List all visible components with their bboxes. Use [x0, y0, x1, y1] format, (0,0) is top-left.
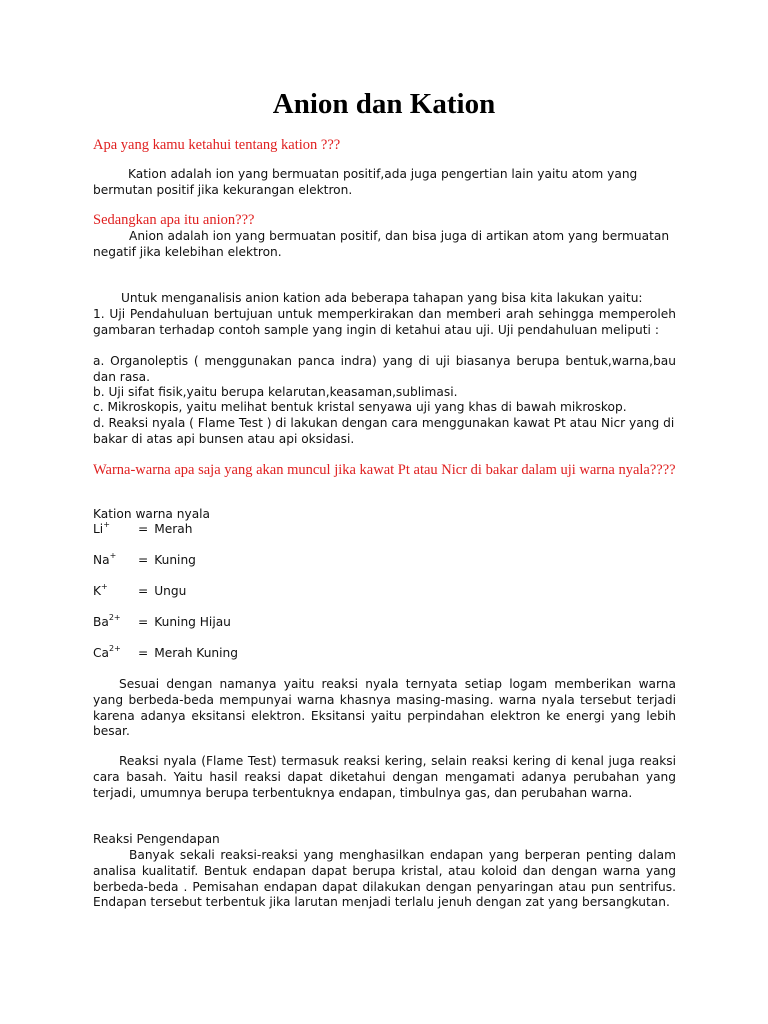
flame-color: = Kuning Hijau [138, 615, 231, 629]
flame-color: = Ungu [138, 584, 187, 598]
paragraph-analysis-intro: Untuk menganalisis anion kation ada beberapa tahapan yang bisa kita lakukan yaitu: [121, 291, 643, 305]
flame-color: = Merah [138, 522, 193, 536]
ion-symbol: $Ca^{2+}$ [93, 644, 121, 660]
ion-symbol: Na+ [93, 551, 117, 567]
paragraph-flame-explanation: Sesuai dengan namanya yaitu reaksi nyala ternyata setiap logam memberikan warna yang berbeda-beda mempunyai warna khasnya masing-masing. warna nyala tersebut terjadi karena adanya eksitansi elektron. Eksitansi yaitu perpindahan elektron ke energi yang lebih besar. [93, 677, 676, 739]
list-item-sifat-fisik: b. Uji sifat fisik,yaitu berupa kelarutan,keasaman,sublimasi. [93, 385, 458, 399]
paragraph-pengendapan: Banyak sekali reaksi-reaksi yang menghasilkan endapan yang berperan penting dalam analisa kualitatif. Bentuk endapan dapat berupa kristal, atau koloid dan dengan warna yang berbeda-beda . Pemisahan endapan dapat dilakukan dengan penyaringan atau pun sentrifus. Endapan tersebut terbentuk jika larutan menjadi terlalu jenuh dengan zat yang bersangkutan. [93, 848, 676, 910]
ion-symbol: $Ba^{2+}$ [93, 613, 121, 629]
table-heading: Kation warna nyala [93, 507, 211, 521]
ion-symbol: K+ [93, 582, 108, 598]
list-item-organoleptis: a. Organoleptis ( menggunakan panca indra) yang di uji biasanya berupa bentuk,warna,bau dan rasa. [93, 354, 676, 384]
question-flame-colors: Warna-warna apa saja yang akan muncul jika kawat Pt atau Nicr di bakar dalam uji warna nyala???? [93, 462, 676, 478]
list-item-mikroskopis: c. Mikroskopis, yaitu melihat bentuk kristal senyawa uji yang khas di bawah mikroskop. [93, 400, 627, 414]
paragraph-reaction-types: Reaksi nyala (Flame Test) termasuk reaksi kering, selain reaksi kering di kenal juga reaksi cara basah. Yaitu hasil reaksi dapat diketahui dengan mengamati adanya perubahan yang terjadi, umumnya berupa terbentuknya endapan, timbulnya gas, dan perubahan warna. [93, 754, 676, 800]
page-title: Anion dan Kation [272, 88, 496, 120]
list-item-step-1: 1. Uji Pendahuluan bertujuan untuk memperkirakan dan memberi arah sehingga memperoleh gambaran terhadap contoh sample yang ingin di ketahui atau uji. Uji pendahuluan meliputi : [93, 307, 676, 337]
question-anion: Sedangkan apa itu anion??? [93, 212, 255, 228]
ion-symbol: Li+ [93, 520, 110, 536]
list-item-reaksi-nyala: d. Reaksi nyala ( Flame Test ) di lakukan dengan cara menggunakan kawat Pt atau Nicr yang di bakar di atas api bunsen atau api oksidasi. [93, 416, 675, 446]
question-kation: Apa yang kamu ketahui tentang kation ??? [93, 137, 341, 153]
section-heading-pengendapan: Reaksi Pengendapan [93, 832, 220, 846]
flame-color: = Kuning [138, 553, 196, 567]
paragraph-anion-definition: Anion adalah ion yang bermuatan positif, dan bisa juga di artikan atom yang bermuatan negatif jika kelebihan elektron. [93, 229, 670, 259]
paragraph-kation-definition: Kation adalah ion yang bermuatan positif,ada juga pengertian lain yaitu atom yang bermutan positif jika kekurangan elektron. [93, 167, 638, 197]
flame-color: = Merah Kuning [138, 646, 238, 660]
